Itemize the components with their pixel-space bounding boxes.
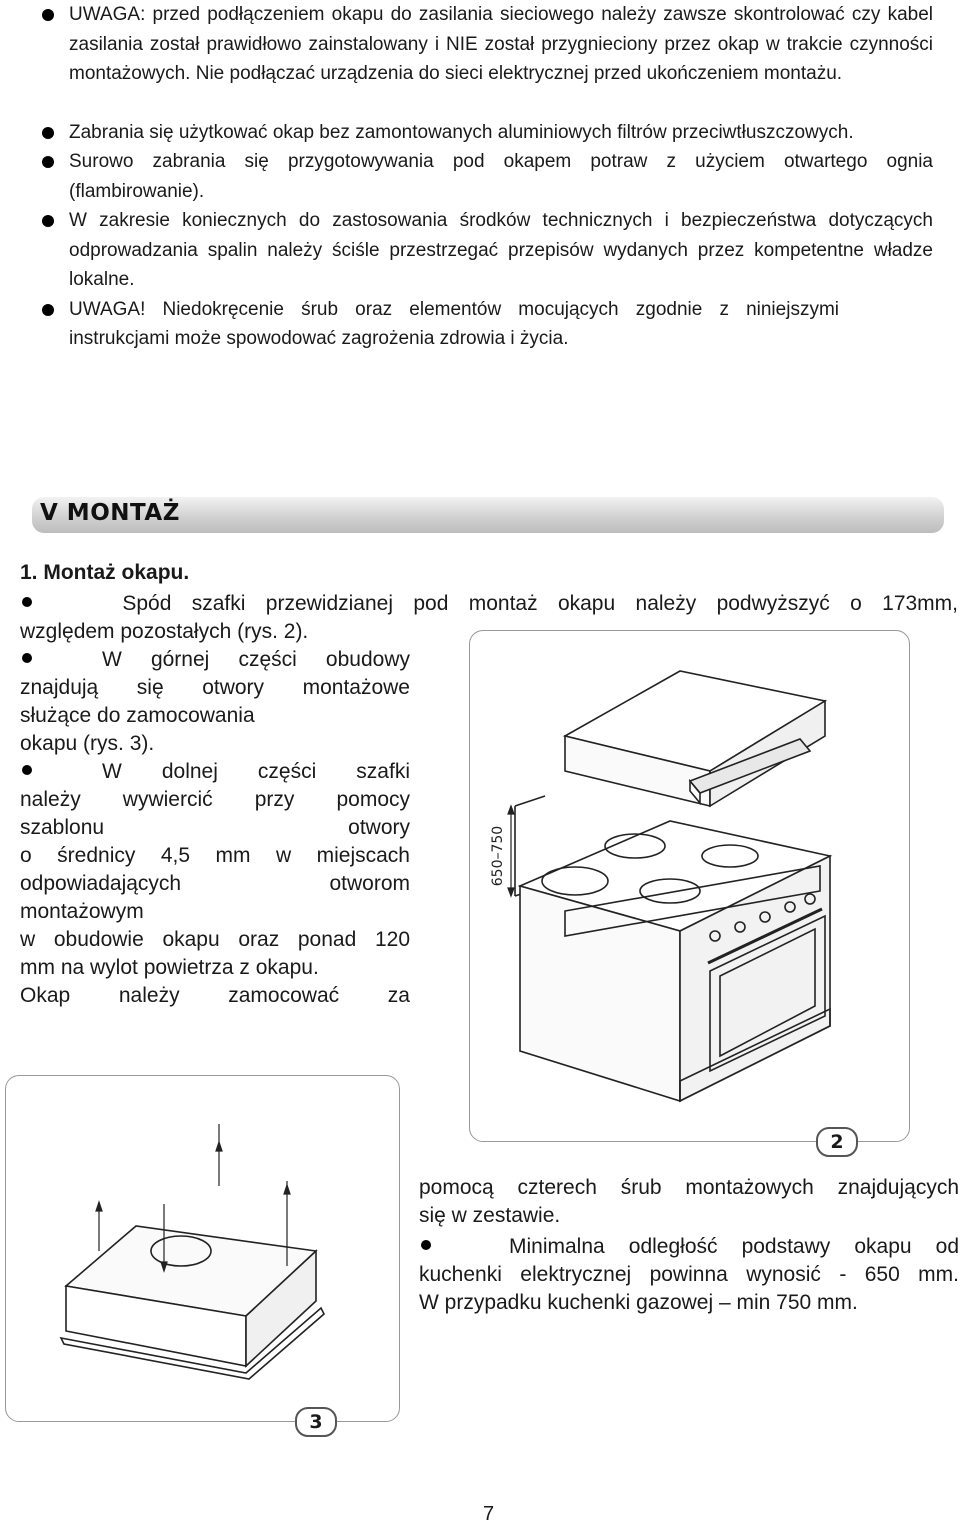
page-number: 7	[483, 1503, 495, 1525]
bullet-icon	[42, 127, 54, 139]
paragraph-3: W dolnej części szafki należy wywiercić przy pomocy szablonu otwory o średnicy 4,5 mm w miejscach odpowiadających otworom montażowym w obudowie okapu oraz ponad 120 mm na wylot powietrza z okapu. Okap należy zamocować za	[20, 760, 410, 1007]
section-banner	[32, 497, 944, 533]
bullet-icon	[42, 215, 54, 227]
warning-item: UWAGA: przed podłączeniem okapu do zasilania sieciowego należy zawsze skontrolować czy kabel zasilania został prawidłowo zainstalowany i NIE został przygnieciony przez okap w trakcie czynności montażowych. Nie podłączać urządzenia do sieci elektrycznej przed ukończeniem montażu.	[37, 0, 933, 89]
warnings-list	[37, 0, 933, 354]
hood-cooker-drawing	[470, 631, 909, 1141]
hood-top-drawing	[6, 1076, 399, 1421]
warning-item: UWAGA! Niedokręcenie śrub oraz elementów mocujących zgodnie z niniejszymi instrukcjami może spowodować zagrożenia zdrowia i życia.	[37, 295, 839, 354]
bullet-icon	[42, 156, 54, 168]
bullet-icon	[22, 653, 32, 663]
bullet-icon	[22, 597, 32, 607]
paragraph-5: Minimalna odległość podstawy okapu od kuchenki elektrycznej powinna wynosić - 650 mm. W przypadku kuchenki gazowej – min 750 mm.	[419, 1235, 959, 1314]
warning-item: Zabrania się użytkować okap bez zamontowanych aluminiowych filtrów przeciwtłuszczowych.	[37, 118, 933, 148]
paragraph-4: pomocą czterech śrub montażowych znajdujących się w zestawie.	[419, 1176, 959, 1227]
figure-2-hood-over-cooker	[469, 630, 910, 1142]
subsection-title: 1. Montaż okapu.	[20, 561, 190, 584]
section-title: V MONTAŻ	[40, 500, 180, 526]
bullet-icon	[22, 765, 32, 775]
bullet-icon	[42, 9, 54, 21]
bullet-icon	[42, 304, 54, 316]
dimension-label: 650–750	[490, 825, 506, 887]
paragraph-1: Spód szafki przewidzianej pod montaż okapu należy podwyższyć o 173mm, względem pozostałych (rys. 2).	[20, 592, 958, 643]
figure-2-badge: 2	[816, 1127, 858, 1157]
figure-3-hood-top	[5, 1075, 400, 1422]
warning-item: W zakresie koniecznych do zastosowania środków technicznych i bezpieczeństwa dotyczących odprowadzania spalin należy ściśle przestrzegać przepisów wydanych przez kompetentne władze lokalne.	[37, 206, 933, 295]
paragraph-2: W górnej części obudowy znajdują się otwory montażowe służące do zamocowania okapu (rys. 3).	[20, 648, 410, 755]
warning-item: Surowo zabrania się przygotowywania pod okapem potraw z użyciem otwartego ognia (flambirowanie).	[37, 147, 933, 206]
bullet-icon	[421, 1240, 431, 1250]
figure-3-badge: 3	[295, 1407, 337, 1437]
